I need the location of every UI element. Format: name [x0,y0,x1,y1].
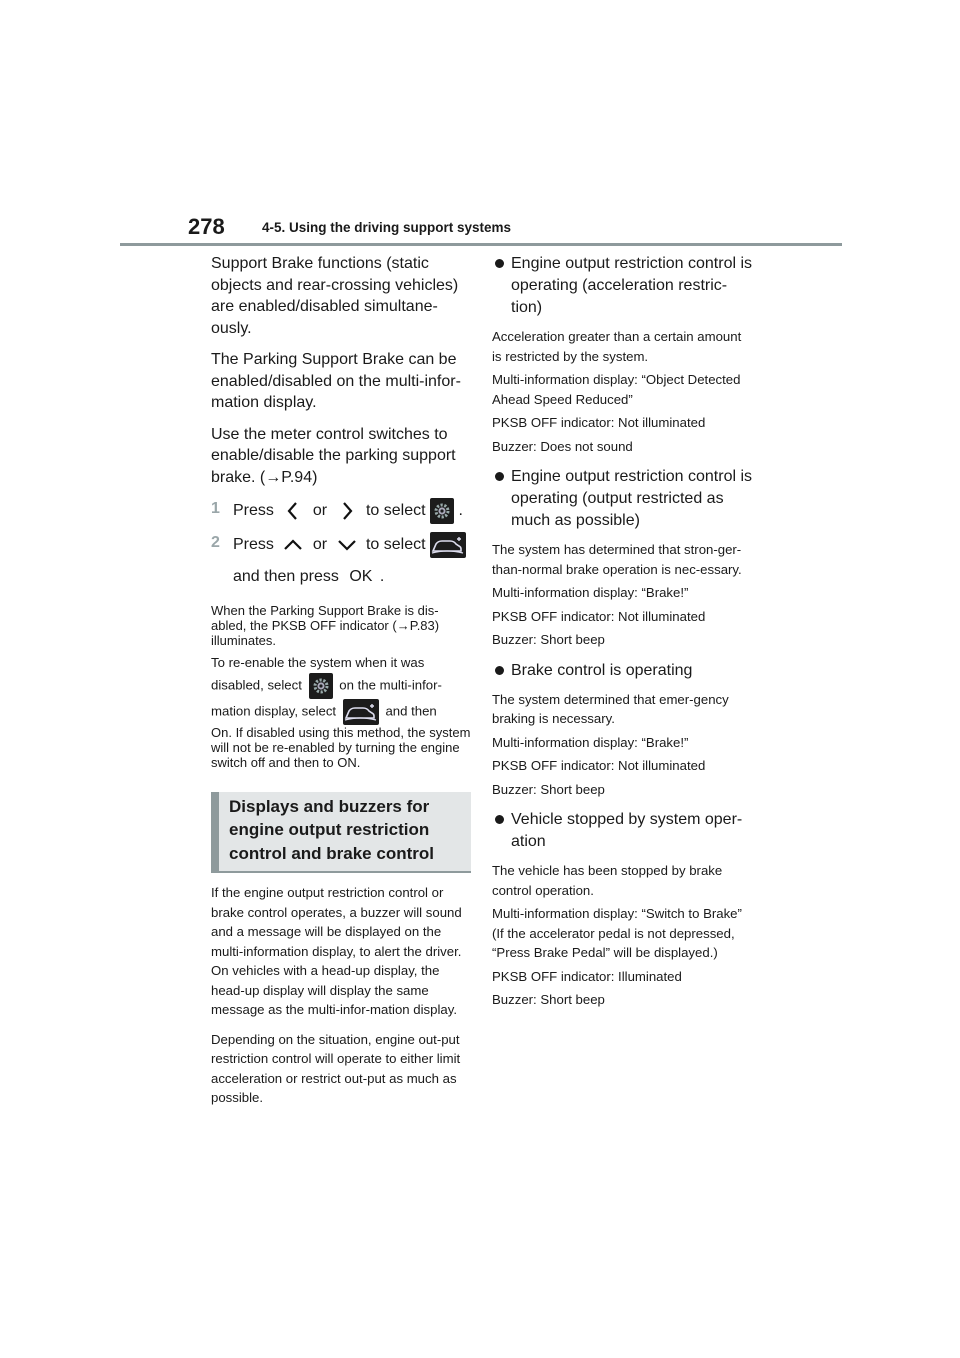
description: The system determined that emer-gency braking is necessary. [492,691,729,726]
step-number: 2 [211,534,220,551]
note: On. If disabled using this method, the system will not be re-enabled by turning the engine switch off and then to ON. [211,724,471,770]
car-sensor-icon [430,532,466,558]
gear-icon [430,498,454,524]
bullet-heading: Brake control is operating [492,660,754,682]
indicator-status: PKSB OFF indicator: Not illuminated [492,415,706,430]
paragraph: Support Brake functions (static objects and rear-crossing vehicles) are enabled/disabled simultane-ously. [211,255,459,337]
section-heading-box: Displays and buzzers for engine output restriction control and brake control [211,792,471,874]
buzzer-status: Buzzer: Short beep [492,781,605,797]
step-text: or [312,502,328,520]
buzzer-status: Buzzer: Does not sound [492,438,633,454]
step-1 [211,498,471,524]
indicator-status: PKSB OFF indicator: Illuminated [492,968,682,984]
chevron-down-icon [336,534,358,556]
note-text: To re-enable the system when it was disabled, select [211,655,425,692]
description: The vehicle has been stopped by brake control operation. [492,863,723,898]
header-rule [120,243,842,246]
chevron-up-icon [282,534,304,556]
right-column [492,253,754,1014]
buzzer-status: Buzzer: Short beep [492,632,605,647]
step-text: . [379,568,385,585]
step-text: . [458,502,463,520]
note-text: on the multi-infor-mation display, select [211,676,442,718]
chevron-left-icon [282,500,304,522]
step-text: or [312,536,328,554]
paragraph: Depending on the situation, engine out-put restriction control will operate to either limit acceleration or restrict out-put as much as possible. [211,1031,461,1105]
step-2 [211,532,471,587]
description: Acceleration greater than a certain amount is restricted by the system. [492,329,742,364]
chevron-right-icon [336,500,358,522]
indicator-status: PKSB OFF indicator: Not illuminated [492,758,706,773]
ok-label: OK [349,568,373,585]
step-text: Press [233,536,274,554]
step-number: 1 [211,500,220,517]
display-message: Multi-information display: “Object Detected Ahead Speed Reduced” [492,372,741,407]
paragraph: If the engine output restriction control or brake control operates, a buzzer will sound and a message will be displayed on the multi-information display, to alert the driver. On vehicles with a head-up display, the head-up display will display the same message as the multi-infor-mation display. [211,885,462,1017]
display-message: Multi-information display: “Brake!” [492,734,689,750]
step-text: Press [233,502,274,520]
display-message: Multi-information display: “Switch to Brake” (If the accelerator pedal is not depressed, “Press Brake Pedal” will be displayed.) [492,906,742,960]
display-message: Multi-information display: “Brake!” [492,585,689,600]
left-column [211,253,471,1112]
note: When the Parking Support Brake is dis-abled, the PKSB OFF indicator (→P.83) illuminates. [211,603,440,648]
paragraph: The Parking Support Brake can be enabled/disabled on the multi-infor-mation display. [211,351,461,411]
page-number: 278 [188,214,225,239]
section-title: 4-5. Using the driving support systems [262,220,512,235]
note-text: and then [385,702,437,718]
bullet-heading: Engine output restriction control is operating (acceleration restric-tion) [492,253,754,319]
note [211,653,471,725]
step-text: and then press [233,568,339,585]
description: The system has determined that stron-ger-than-normal brake operation is nec-essary. [492,542,742,577]
buzzer-status: Buzzer: Short beep [492,992,605,1007]
bullet-heading: Engine output restriction control is operating (output restricted as much as possible) [492,466,754,532]
bullet-heading: Vehicle stopped by system oper-ation [492,809,754,853]
car-sensor-icon [343,699,379,725]
indicator-status: PKSB OFF indicator: Not illuminated [492,608,706,624]
gear-icon [309,673,333,699]
step-text: to select [365,536,426,554]
paragraph: Use the meter control switches to enable/disable the parking support brake. (→P.94) [211,425,456,486]
step-text: to select [365,502,426,520]
